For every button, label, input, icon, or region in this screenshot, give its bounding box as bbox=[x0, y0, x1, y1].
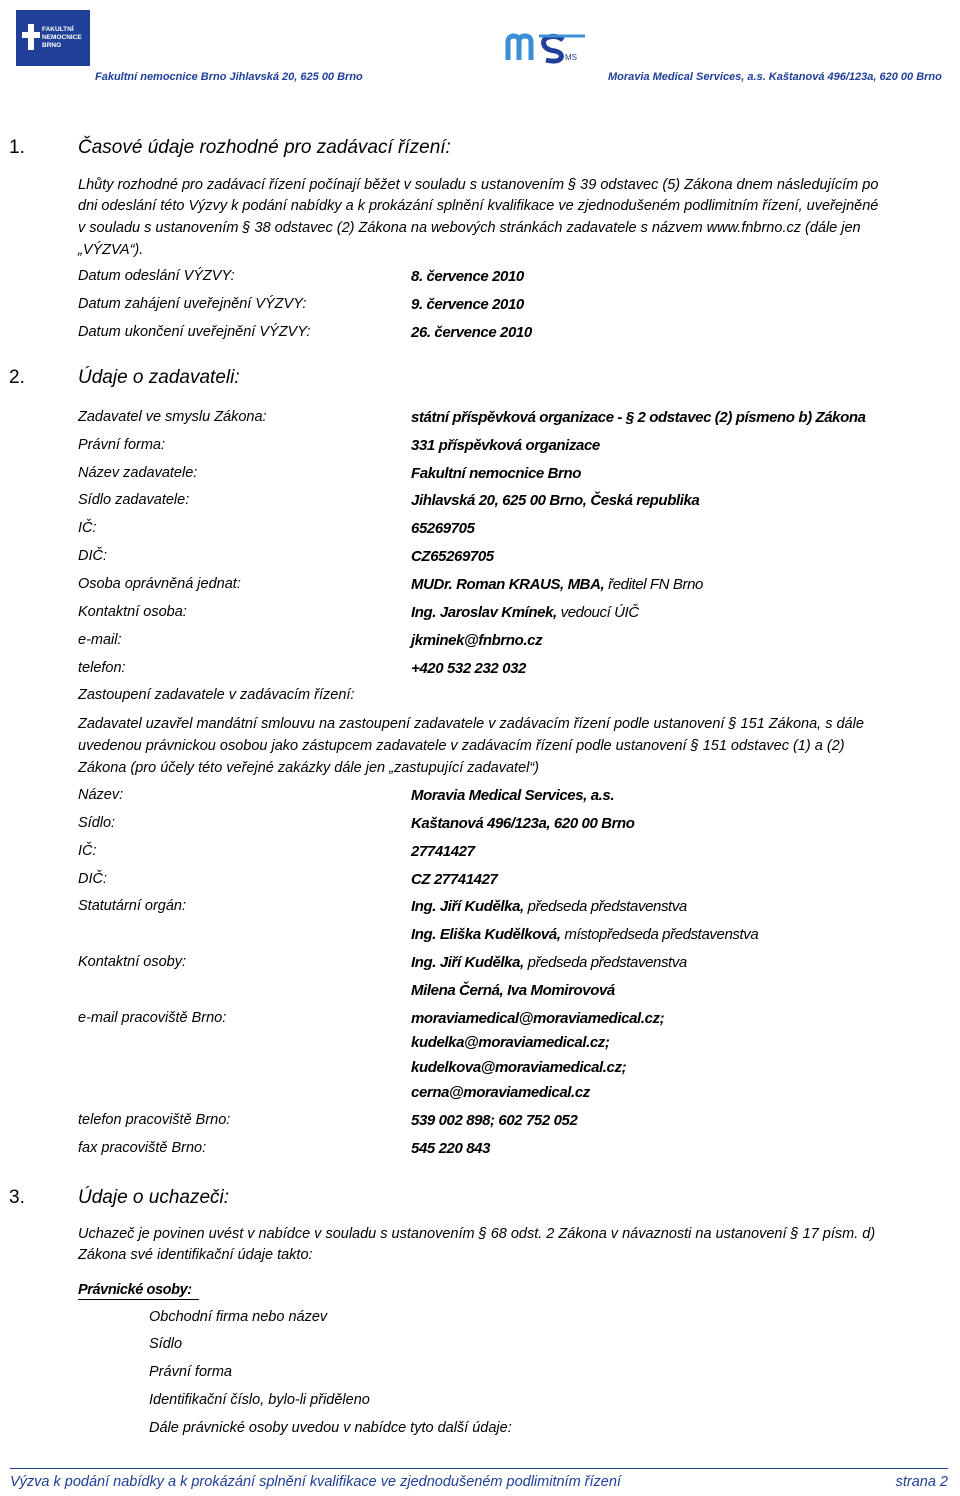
representation-line: Zadavatel uzavřel mandátní smlouvu na zastoupení zadavatele v zadávacím řízení podle ustanovení § 151 Zákona, s dále bbox=[78, 716, 864, 732]
agent-value-extra: předseda představenstva bbox=[527, 898, 687, 915]
section3-paragraph-line: Zákona své identifikační údaje takto: bbox=[78, 1247, 313, 1263]
row-label: IČ: bbox=[78, 520, 97, 536]
date-label: Datum zahájení uveřejnění VÝZVY: bbox=[78, 296, 307, 312]
row-value-extra: ředitel FN Brno bbox=[608, 576, 703, 593]
agent-label: fax pracoviště Brno: bbox=[78, 1140, 207, 1156]
row-value: 331 příspěvková organizace bbox=[411, 437, 600, 454]
section3-number: 3. bbox=[9, 1187, 25, 1208]
section1-heading bbox=[9, 137, 451, 159]
representation-label: Zastoupení zadavatele v zadávacím řízení: bbox=[78, 687, 355, 703]
row-label: Kontaktní osoba: bbox=[78, 604, 187, 620]
agent-label: Kontaktní osoby: bbox=[78, 954, 187, 970]
agent-value: Ing. Jiří Kudělka, bbox=[411, 954, 524, 971]
row-value: CZ65269705 bbox=[411, 548, 494, 565]
footer-title: Výzva k podání nabídky a k prokázání splnění kvalifikace ve zjednodušeném podlimitním řízení bbox=[10, 1474, 621, 1490]
agent-value: 539 002 898; 602 752 052 bbox=[411, 1112, 578, 1129]
agent-label: Statutární orgán: bbox=[78, 898, 187, 914]
row-label: Název zadavatele: bbox=[78, 465, 198, 481]
date-label: Datum ukončení uveřejnění VÝZVY: bbox=[78, 324, 311, 340]
list-item: Právní forma bbox=[149, 1364, 232, 1380]
section1-paragraph-line: Lhůty rozhodné pro zadávací řízení počínají běžet v souladu s ustanovením § 39 odstavec (5) Zákona dnem následujícím po bbox=[78, 177, 879, 193]
agent-value: 545 220 843 bbox=[411, 1140, 491, 1157]
section2-heading bbox=[9, 367, 240, 389]
row-value: Fakultní nemocnice Brno bbox=[411, 465, 581, 482]
agent-value-wrap bbox=[411, 898, 687, 915]
agent-label: DIČ: bbox=[78, 871, 107, 887]
agent-value: CZ 27741427 bbox=[411, 871, 498, 888]
header-left-address: Fakultní nemocnice Brno Jihlavská 20, 625 00 Brno bbox=[95, 71, 363, 83]
footer-page-number: strana 2 bbox=[895, 1474, 948, 1490]
date-label: Datum odeslání VÝZVY: bbox=[78, 268, 235, 284]
row-label: telefon: bbox=[78, 660, 126, 676]
email-link[interactable]: kudelka@moraviamedical.cz; bbox=[411, 1034, 610, 1051]
agent-label: Název: bbox=[78, 787, 124, 803]
logo-text-3: BRNO bbox=[42, 42, 62, 49]
section1-title: Časové údaje rozhodné pro zadávací řízení: bbox=[78, 137, 451, 158]
email-link[interactable]: jkminek@fnbrno.cz bbox=[411, 632, 543, 649]
row-value: +420 532 232 032 bbox=[411, 660, 526, 677]
section3-paragraph-line: Uchazeč je povinen uvést v nabídce v souladu s ustanovením § 68 odst. 2 Zákona v návaznosti na ustanovení § 17 písm. d) bbox=[78, 1226, 876, 1242]
fnbrno-logo bbox=[16, 10, 90, 66]
date-value: 8. července 2010 bbox=[411, 268, 524, 285]
agent-value: Kaštanová 496/123a, 620 00 Brno bbox=[411, 815, 635, 832]
agent-label: Sídlo: bbox=[78, 815, 116, 831]
representation-line: uvedenou právnickou osobou jako zástupcem zadavatele v zadávacím řízení podle ustanovení § 151 odstavec (1) a (2) bbox=[78, 738, 845, 754]
mms-logo-text: MS bbox=[565, 53, 577, 62]
section1-paragraph-line: dni odeslání této Výzvy k podání nabídky a k prokázání splnění kvalifikace ve zjednodušeném podlimitním řízení, uveřejněné bbox=[78, 198, 879, 214]
row-value: státní příspěvková organizace - § 2 odstavec (2) písmeno b) Zákona bbox=[411, 409, 866, 426]
agent-value-extra: místopředseda představenstva bbox=[564, 926, 759, 943]
agent-label: telefon pracoviště Brno: bbox=[78, 1112, 231, 1128]
page-footer bbox=[10, 1468, 948, 1490]
row-label: DIČ: bbox=[78, 548, 107, 564]
row-label: Sídlo zadavatele: bbox=[78, 492, 190, 508]
agent-label: IČ: bbox=[78, 843, 97, 859]
date-value: 9. července 2010 bbox=[411, 296, 524, 313]
agent-value-wrap bbox=[411, 954, 687, 971]
representation-line: Zákona (pro účely této veřejné zakázky dále jen „zastupující zadavatel“) bbox=[78, 760, 540, 776]
logo-text-2: NEMOCNICE bbox=[42, 34, 82, 41]
agent-value: Ing. Jiří Kudělka, bbox=[411, 898, 524, 915]
agent-value: 27741427 bbox=[411, 843, 475, 860]
subheading-underline bbox=[78, 1299, 199, 1300]
agent-label: e-mail pracoviště Brno: bbox=[78, 1010, 227, 1026]
list-item: Identifikační číslo, bylo-li přiděleno bbox=[149, 1392, 370, 1408]
email-link[interactable]: moraviamedical@moraviamedical.cz; bbox=[411, 1010, 665, 1027]
row-value-extra: vedoucí ÚIČ bbox=[560, 604, 639, 621]
agent-value-extra: předseda představenstva bbox=[527, 954, 687, 971]
section1-paragraph-line: „VÝZVA“). bbox=[78, 242, 144, 258]
header-right-address: Moravia Medical Services, a.s. Kaštanová 496/123a, 620 00 Brno bbox=[608, 71, 942, 83]
section1-paragraph-line: v souladu s ustanovením § 38 odstavec (2) Zákona na webových stránkách zadavatele s názvem www.fnbrno.cz (dále jen bbox=[78, 220, 861, 236]
section2-number: 2. bbox=[9, 367, 25, 388]
list-item: Sídlo bbox=[149, 1336, 183, 1352]
row-value: Jihlavská 20, 625 00 Brno, Česká republika bbox=[411, 492, 700, 509]
agent-value: Milena Černá, Iva Momirovová bbox=[411, 982, 615, 999]
row-label: e-mail: bbox=[78, 632, 122, 648]
section2-title: Údaje o zadavateli: bbox=[78, 367, 240, 388]
mms-logo bbox=[505, 30, 587, 69]
agent-value: Moravia Medical Services, a.s. bbox=[411, 787, 615, 804]
list-item: Obchodní firma nebo název bbox=[149, 1309, 328, 1325]
row-label: Právní forma: bbox=[78, 437, 166, 453]
row-value: Ing. Jaroslav Kmínek, bbox=[411, 604, 557, 621]
section3-heading bbox=[9, 1187, 230, 1209]
date-value: 26. července 2010 bbox=[411, 324, 532, 341]
email-link[interactable]: cerna@moraviamedical.cz bbox=[411, 1084, 590, 1101]
agent-value-wrap bbox=[411, 926, 758, 943]
list-item: Dále právnické osoby uvedou v nabídce tyto další údaje: bbox=[149, 1420, 512, 1436]
row-value-wrap bbox=[411, 604, 639, 621]
row-value: 65269705 bbox=[411, 520, 475, 537]
section1-number: 1. bbox=[9, 137, 25, 158]
logo-text-1: FAKULTNÍ bbox=[42, 26, 74, 33]
row-label: Zadavatel ve smyslu Zákona: bbox=[78, 409, 267, 425]
row-label: Osoba oprávněná jednat: bbox=[78, 576, 241, 592]
email-link[interactable]: kudelkova@moraviamedical.cz; bbox=[411, 1059, 627, 1076]
row-value: MUDr. Roman KRAUS, MBA, bbox=[411, 576, 605, 593]
row-value-wrap bbox=[411, 576, 703, 593]
section3-title: Údaje o uchazeči: bbox=[78, 1187, 230, 1208]
agent-value: Ing. Eliška Kudělková, bbox=[411, 926, 561, 943]
section3-subheading: Právnické osoby: bbox=[78, 1282, 192, 1298]
